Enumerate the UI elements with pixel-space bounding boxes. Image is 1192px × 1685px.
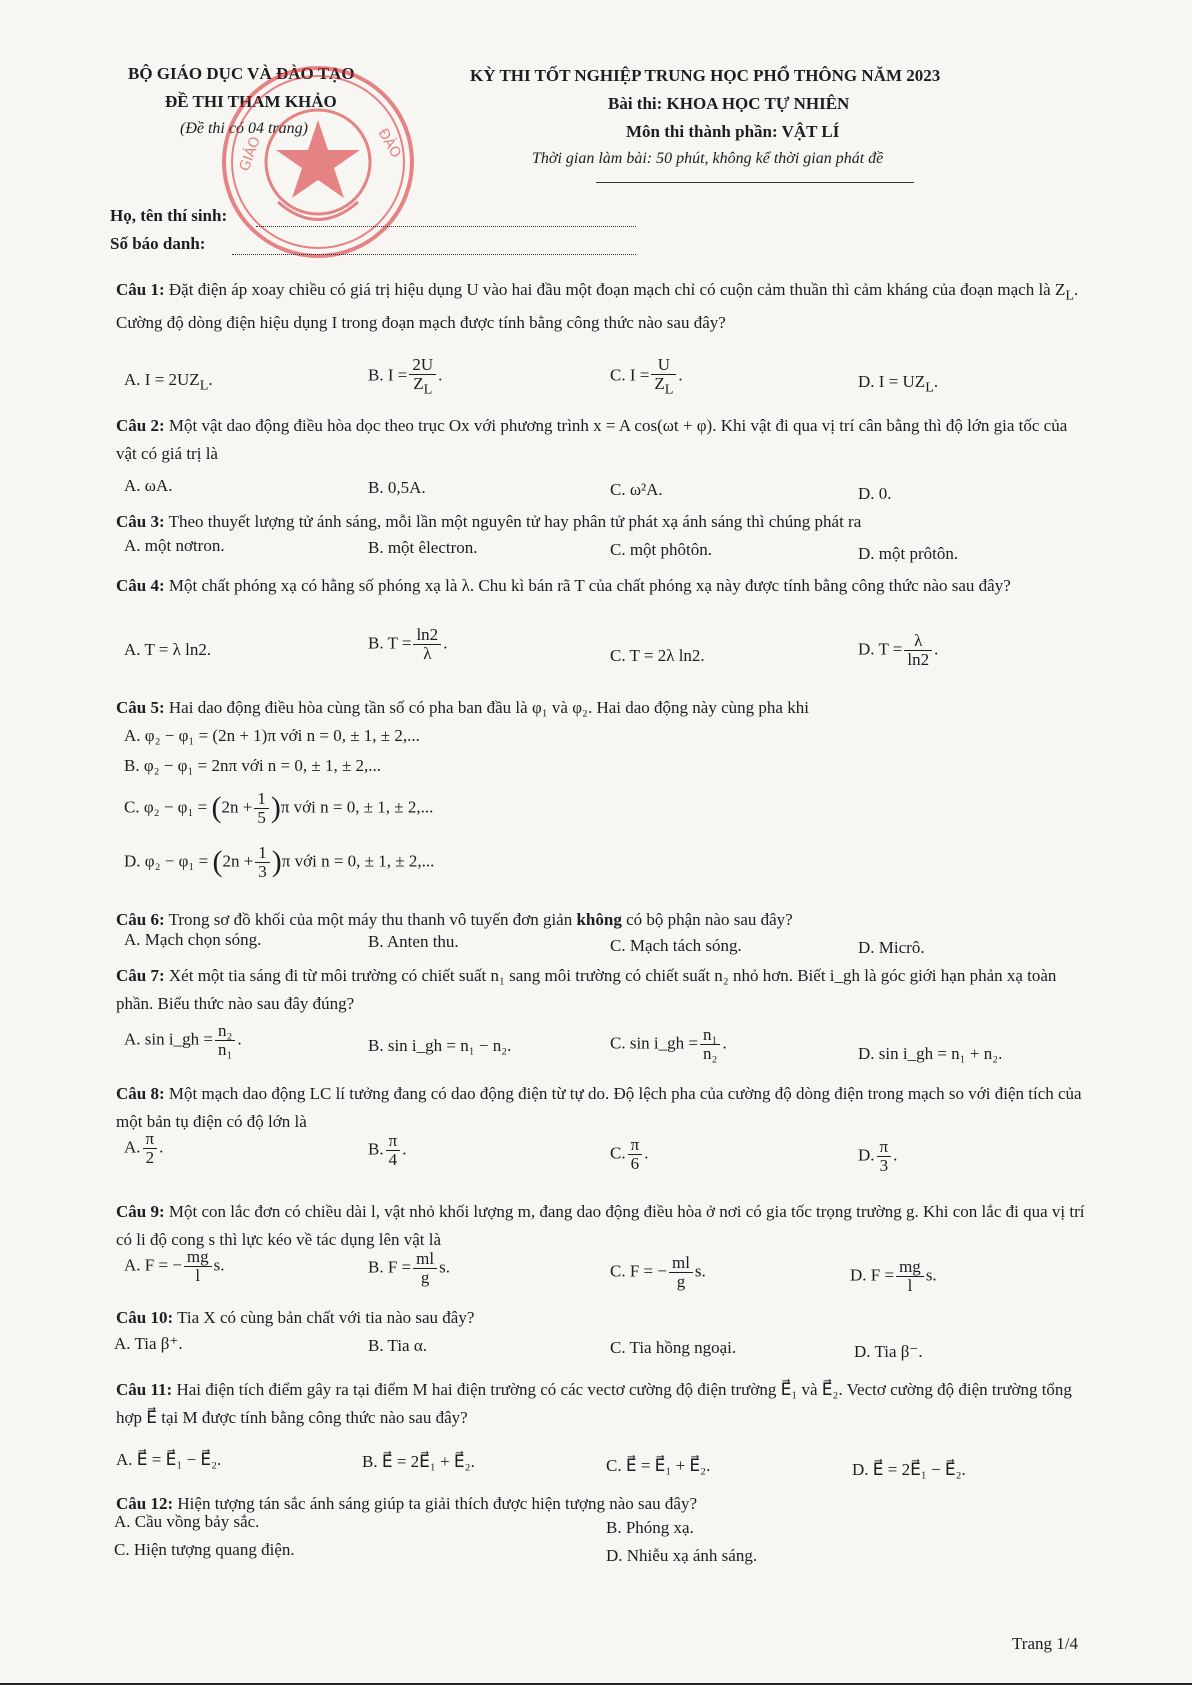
option-c[interactable]: C. φ₂ − φ₁ = (2n + $\frac{1}{5}$ )π với n = 0, ± 1, ± 2,... [124, 789, 434, 827]
option-b[interactable]: B. 0,5A. [368, 478, 426, 497]
option-b[interactable]: B. Tia α. [368, 1336, 427, 1355]
svg-text:GIÁO: GIÁO [236, 134, 264, 174]
question-1 [116, 276, 1086, 337]
option-c[interactable]: C. Tia hồng ngoại. [610, 1338, 737, 1357]
question-8: Câu 8: Một mạch dao động LC lí tưởng đang có dao động điện từ tự do. Độ lệch pha của cường độ dòng điện trong mạch so với điện tích của một bản tụ điện có độ lớn là [116, 1084, 1082, 1131]
option-a[interactable]: A. Mạch chọn sóng. [124, 930, 262, 949]
exam-subject: Bài thi: KHOA HỌC TỰ NHIÊN [608, 94, 850, 113]
option-c[interactable]: C. F = − $\frac{ml}{g}$ s. [610, 1253, 706, 1291]
option-b[interactable]: B. một êlectron. [368, 538, 478, 557]
question-10: Câu 10: Tia X có cùng bản chất với tia nào sau đây? [116, 1308, 475, 1327]
question-2: Câu 2: Một vật dao động điều hòa dọc theo trục Ox với phương trình x = A cos(ωt + φ). Khi vật đi qua vị trí cân bằng thì độ lớn gia tốc của vật có giá trị là [116, 416, 1068, 463]
option-a[interactable]: A. F = − $\frac{mg}{l}$ s. [124, 1247, 225, 1285]
option-c[interactable]: C. một phôtôn. [610, 540, 713, 559]
option-d[interactable]: D. Tia β⁻. [854, 1342, 923, 1361]
question-5: Câu 5: Hai dao động điều hòa cùng tần số có pha ban đầu là φ₁ và φ₂. Hai dao động này cùng pha khi [116, 698, 809, 717]
option-c[interactable]: C. sin i_gh = $\frac{\text{n₁}}{\text{n₂}}$ . [610, 1025, 727, 1063]
question-9: Câu 9: Một con lắc đơn có chiều dài l, vật nhỏ khối lượng m, đang dao động điều hòa ở nơi có gia tốc trọng trường g. Khi con lắc đi qua vị trí có li độ cong s thì lực kéo về tác dụng lên vật là [116, 1202, 1085, 1249]
option-d[interactable]: D. $\frac{\pi}{3}$ . [858, 1137, 898, 1175]
question-12: Câu 12: Hiện tượng tán sắc ánh sáng giúp ta giải thích được hiện tượng nào sau đây? [116, 1494, 698, 1513]
option-b[interactable]: B. Anten thu. [368, 932, 459, 951]
exam-title: KỲ THI TỐT NGHIỆP TRUNG HỌC PHỔ THÔNG NĂM 2023 [470, 66, 941, 85]
option-a[interactable]: A. T = λ ln2. [124, 640, 212, 659]
option-a[interactable]: A. một nơtron. [124, 536, 225, 555]
option-c[interactable]: C. ω²A. [610, 480, 663, 499]
option-a[interactable]: A. Cầu vồng bảy sắc. [114, 1512, 260, 1531]
option-d[interactable]: D. một prôtôn. [858, 544, 959, 563]
candidate-name-field[interactable] [256, 226, 636, 227]
option-c[interactable]: C. $\frac{\pi}{6}$ . [610, 1135, 649, 1173]
question-7: Câu 7: Xét một tia sáng đi từ môi trường có chiết suất n₁ sang môi trường có chiết suất n₂ nhỏ hơn. Biết i_gh là góc giới hạn phản xạ toàn phần. Biểu thức nào sau đây đúng? [116, 966, 1057, 1013]
option-d[interactable]: D. $I = UZ_L$. [858, 372, 939, 396]
option-a[interactable]: A. ωA. [124, 476, 173, 495]
option-b[interactable]: B. I = $\frac{2U}{Z_L}$ . [368, 355, 443, 398]
option-c[interactable]: C. Hiện tượng quang điện. [114, 1540, 295, 1559]
option-c[interactable]: C. E⃗ = E⃗₁ + E⃗₂. [606, 1456, 711, 1475]
option-b[interactable]: B. φ₂ − φ₁ = 2nπ với n = 0, ± 1, ± 2,... [124, 756, 382, 775]
page-number: Trang 1/4 [1012, 1634, 1078, 1653]
header-rule [596, 182, 914, 183]
question-4: Câu 4: Một chất phóng xạ có hằng số phóng xạ là λ. Chu kì bán rã T của chất phóng xạ này được tính bằng công thức nào sau đây? [116, 576, 1011, 595]
question-6: Câu 6: Trong sơ đồ khối của một máy thu thanh vô tuyến đơn giản không có bộ phận nào sau đây? [116, 910, 793, 929]
page-count-note: (Đề thi có 04 trang) [180, 120, 308, 137]
subscript: L [1065, 287, 1075, 304]
question-text: . Cường độ dòng điện hiệu dụng I trong đoạn mạch được tính bằng công thức nào sau đây? [116, 280, 1079, 333]
option-a[interactable]: A. E⃗ = E⃗₁ − E⃗₂. [116, 1450, 222, 1469]
candidate-id-field[interactable] [232, 254, 636, 255]
exam-time: Thời gian làm bài: 50 phút, không kể thời gian phát đề [532, 150, 884, 167]
option-c[interactable]: C. I = $\frac{U}{Z_L}$ . [610, 355, 683, 398]
option-a[interactable]: A. Tia β⁺. [114, 1334, 183, 1353]
option-d[interactable]: D. 0. [858, 484, 892, 503]
option-d[interactable]: D. T = $\frac{\lambda}{\ln 2}$ . [858, 631, 939, 669]
option-d[interactable]: D. φ₂ − φ₁ = (2n + $\frac{1}{3}$ )π với n = 0, ± 1, ± 2,... [124, 843, 435, 881]
candidate-name-label: Họ, tên thí sinh: [110, 206, 228, 225]
svg-text:ĐÀO: ĐÀO [374, 126, 404, 161]
option-b[interactable]: B. $\frac{\pi}{4}$ . [368, 1131, 407, 1169]
option-c[interactable]: C. T = 2λ ln2. [610, 646, 705, 665]
option-d[interactable]: D. Nhiễu xạ ánh sáng. [606, 1546, 758, 1565]
question-3: Câu 3: Theo thuyết lượng tử ánh sáng, mỗi lần một nguyên tử hay phân tử phát xạ ánh sáng thì chúng phát ra [116, 512, 862, 531]
question-text: Đặt điện áp xoay chiều có giá trị hiệu dụng U vào hai đầu một đoạn mạch chỉ có cuộn cảm thuần thì cảm kháng của đoạn mạch là Z [168, 280, 1066, 299]
option-a[interactable]: A. $I = 2UZ_L$. [124, 370, 213, 394]
option-a[interactable]: A. φ₂ − φ₁ = (2n + 1)π với n = 0, ± 1, ± 2,... [124, 726, 420, 745]
option-d[interactable]: D. Micrô. [858, 938, 925, 957]
option-b[interactable]: B. F = $\frac{ml}{g}$ s. [368, 1249, 450, 1287]
option-b[interactable]: B. sin i_gh = n₁ − n₂. [368, 1036, 512, 1055]
option-a[interactable]: A. $\frac{\pi}{2}$ . [124, 1129, 164, 1167]
question-label: Câu 1: [116, 280, 165, 299]
option-b[interactable]: B. E⃗ = 2E⃗₁ + E⃗₂. [362, 1452, 475, 1471]
option-d[interactable]: D. E⃗ = 2E⃗₁ − E⃗₂. [852, 1460, 966, 1479]
ministry-name: BỘ GIÁO DỤC VÀ ĐÀO TẠO [128, 64, 355, 83]
option-b[interactable]: B. T = $\frac{\ln 2}{\lambda}$ . [368, 625, 448, 663]
option-a[interactable]: A. sin i_gh = $\frac{\text{n₂}}{\text{n₁}}$ . [124, 1021, 242, 1059]
candidate-id-label: Số báo danh: [110, 234, 206, 253]
option-b[interactable]: B. Phóng xạ. [606, 1518, 694, 1537]
option-d[interactable]: D. sin i_gh = n₁ + n₂. [858, 1044, 1003, 1063]
official-seal [218, 62, 418, 262]
option-d[interactable]: D. F = $\frac{mg}{l}$ s. [850, 1257, 937, 1295]
paper-type: ĐỀ THI THAM KHẢO [165, 92, 337, 111]
question-11: Câu 11: Hai điện tích điểm gây ra tại điểm M hai điện trường có các vectơ cường độ điện trường E⃗₁ và E⃗₂. Vectơ cường độ điện trường tổng hợp E⃗ tại M được tính bằng công thức nào sau đây? [116, 1380, 1072, 1427]
option-c[interactable]: C. Mạch tách sóng. [610, 936, 742, 955]
exam-component: Môn thi thành phần: VẬT LÍ [626, 122, 840, 141]
